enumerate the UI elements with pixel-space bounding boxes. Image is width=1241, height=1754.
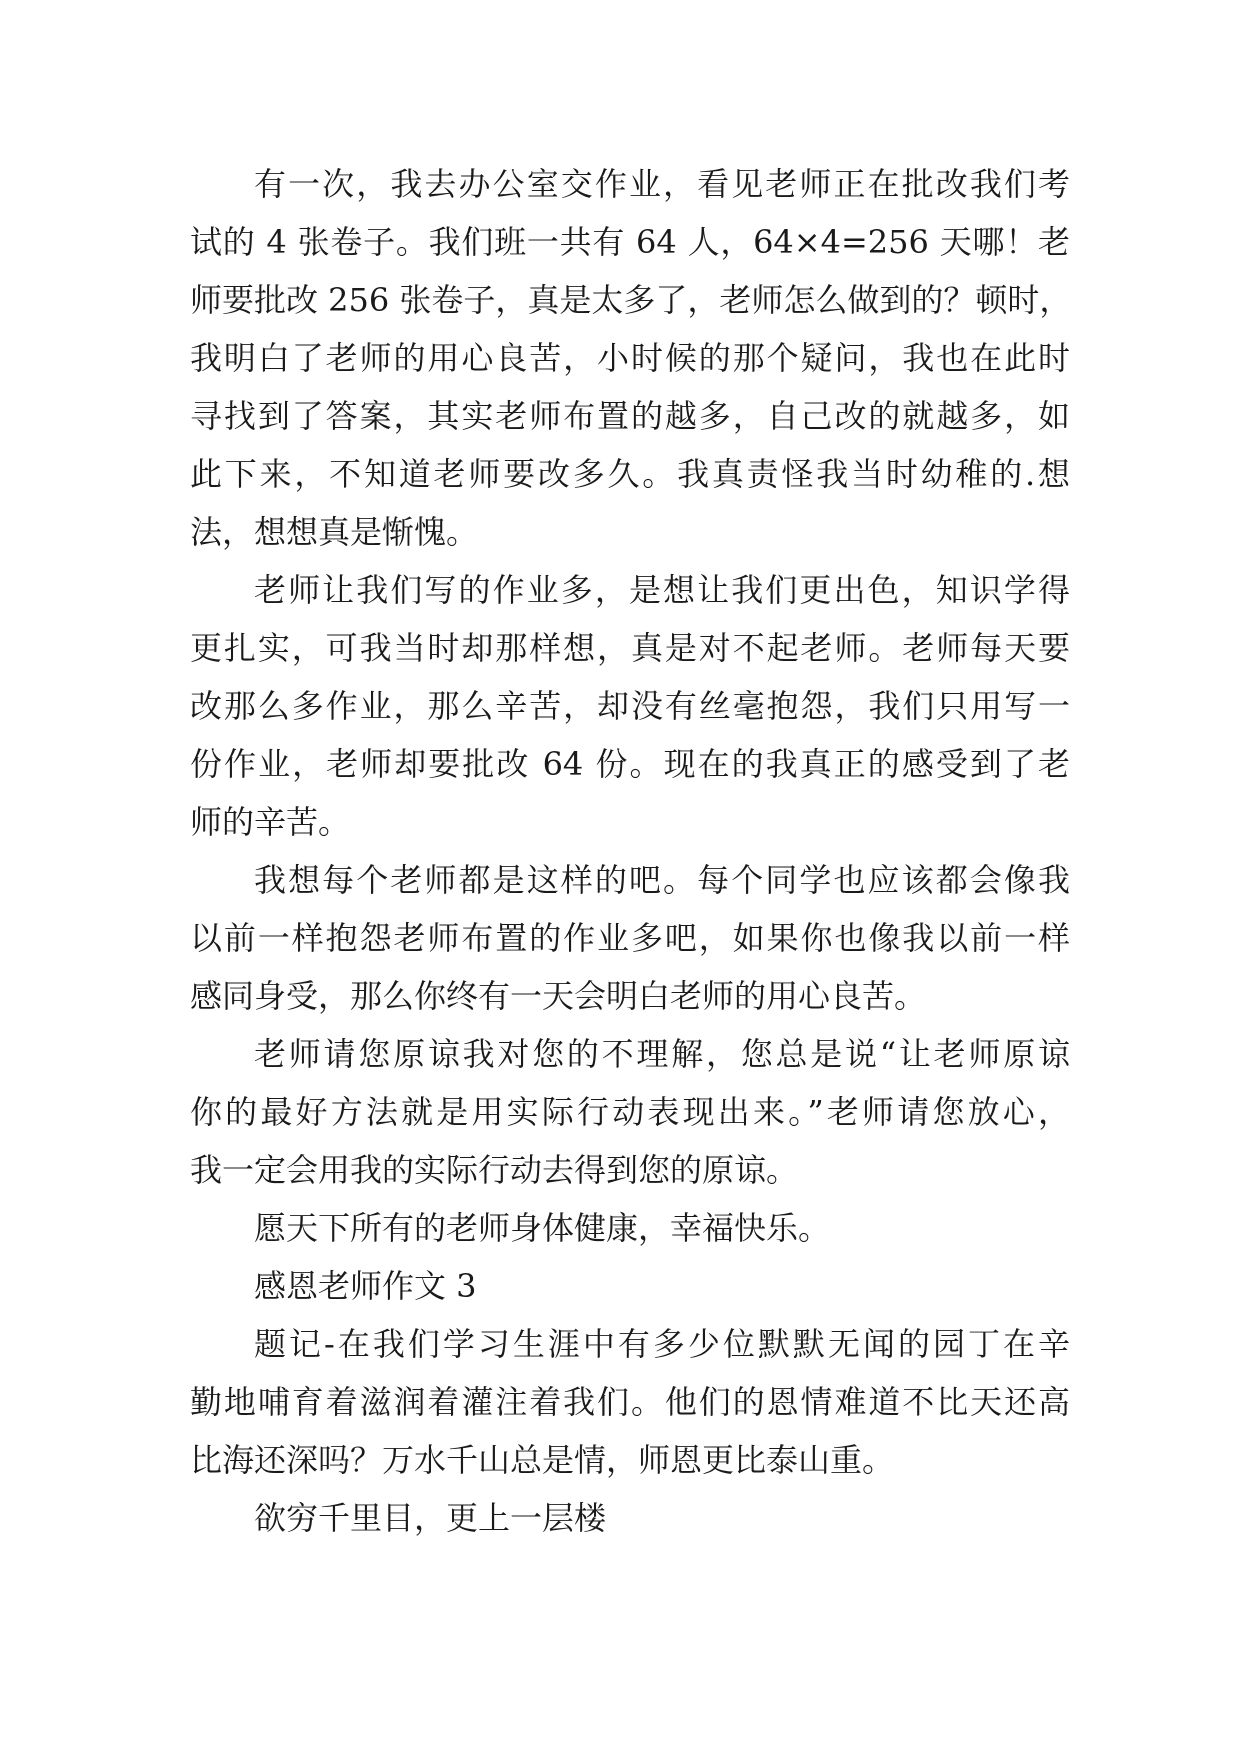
text-line: 你的最好方法就是用实际行动表现出来。”老师请您放心， [190, 1093, 1070, 1131]
text-line: 寻找到了答案，其实老师布置的越多，自己改的就越多，如 [190, 397, 1070, 435]
text-line: 改那么多作业，那么辛苦，却没有丝毫抱怨，我们只用写一 [190, 687, 1070, 725]
text-line: 比海还深吗？万水千山总是情，师恩更比泰山重。 [190, 1441, 895, 1479]
text-line: 我明白了老师的用心良苦，小时候的那个疑问，我也在此时 [190, 339, 1070, 377]
text-line: 有一次，我去办公室交作业，看见老师正在批改我们考 [254, 165, 1070, 203]
text-line: 欲穷千里目，更上一层楼 [254, 1499, 607, 1537]
text-line: 份作业，老师却要批改 64 份。现在的我真正的感受到了老 [190, 745, 1070, 783]
text-line: 师的辛苦。 [190, 803, 351, 841]
text-line: 师要批改 256 张卷子，真是太多了，老师怎么做到的？顿时， [190, 281, 1072, 319]
text-line: 我想每个老师都是这样的吧。每个同学也应该都会像我 [254, 861, 1070, 899]
text-line: 更扎实，可我当时却那样想，真是对不起老师。老师每天要 [190, 629, 1070, 667]
text-line: 以前一样抱怨老师布置的作业多吧，如果你也像我以前一样 [190, 919, 1070, 957]
text-line: 试的 4 张卷子。我们班一共有 64 人，64×4=256 天哪！老 [190, 223, 1070, 261]
text-line: 愿天下所有的老师身体健康，幸福快乐。 [254, 1209, 831, 1247]
section-heading: 感恩老师作文 3 [254, 1267, 477, 1305]
text-line: 此下来，不知道老师要改多久。我真责怪我当时幼稚的.想 [190, 455, 1070, 493]
text-line: 老师请您原谅我对您的不理解，您总是说“让老师原谅 [254, 1035, 1070, 1073]
text-line: 法，想想真是惭愧。 [190, 513, 479, 551]
text-line: 题记-在我们学习生涯中有多少位默默无闻的园丁在辛 [254, 1325, 1070, 1363]
text-line: 老师让我们写的作业多，是想让我们更出色，知识学得 [254, 571, 1070, 609]
text-line: 我一定会用我的实际行动去得到您的原谅。 [190, 1151, 799, 1189]
text-line: 感同身受，那么你终有一天会明白老师的用心良苦。 [190, 977, 927, 1015]
text-line: 勤地哺育着滋润着灌注着我们。他们的恩情难道不比天还高 [190, 1383, 1070, 1421]
